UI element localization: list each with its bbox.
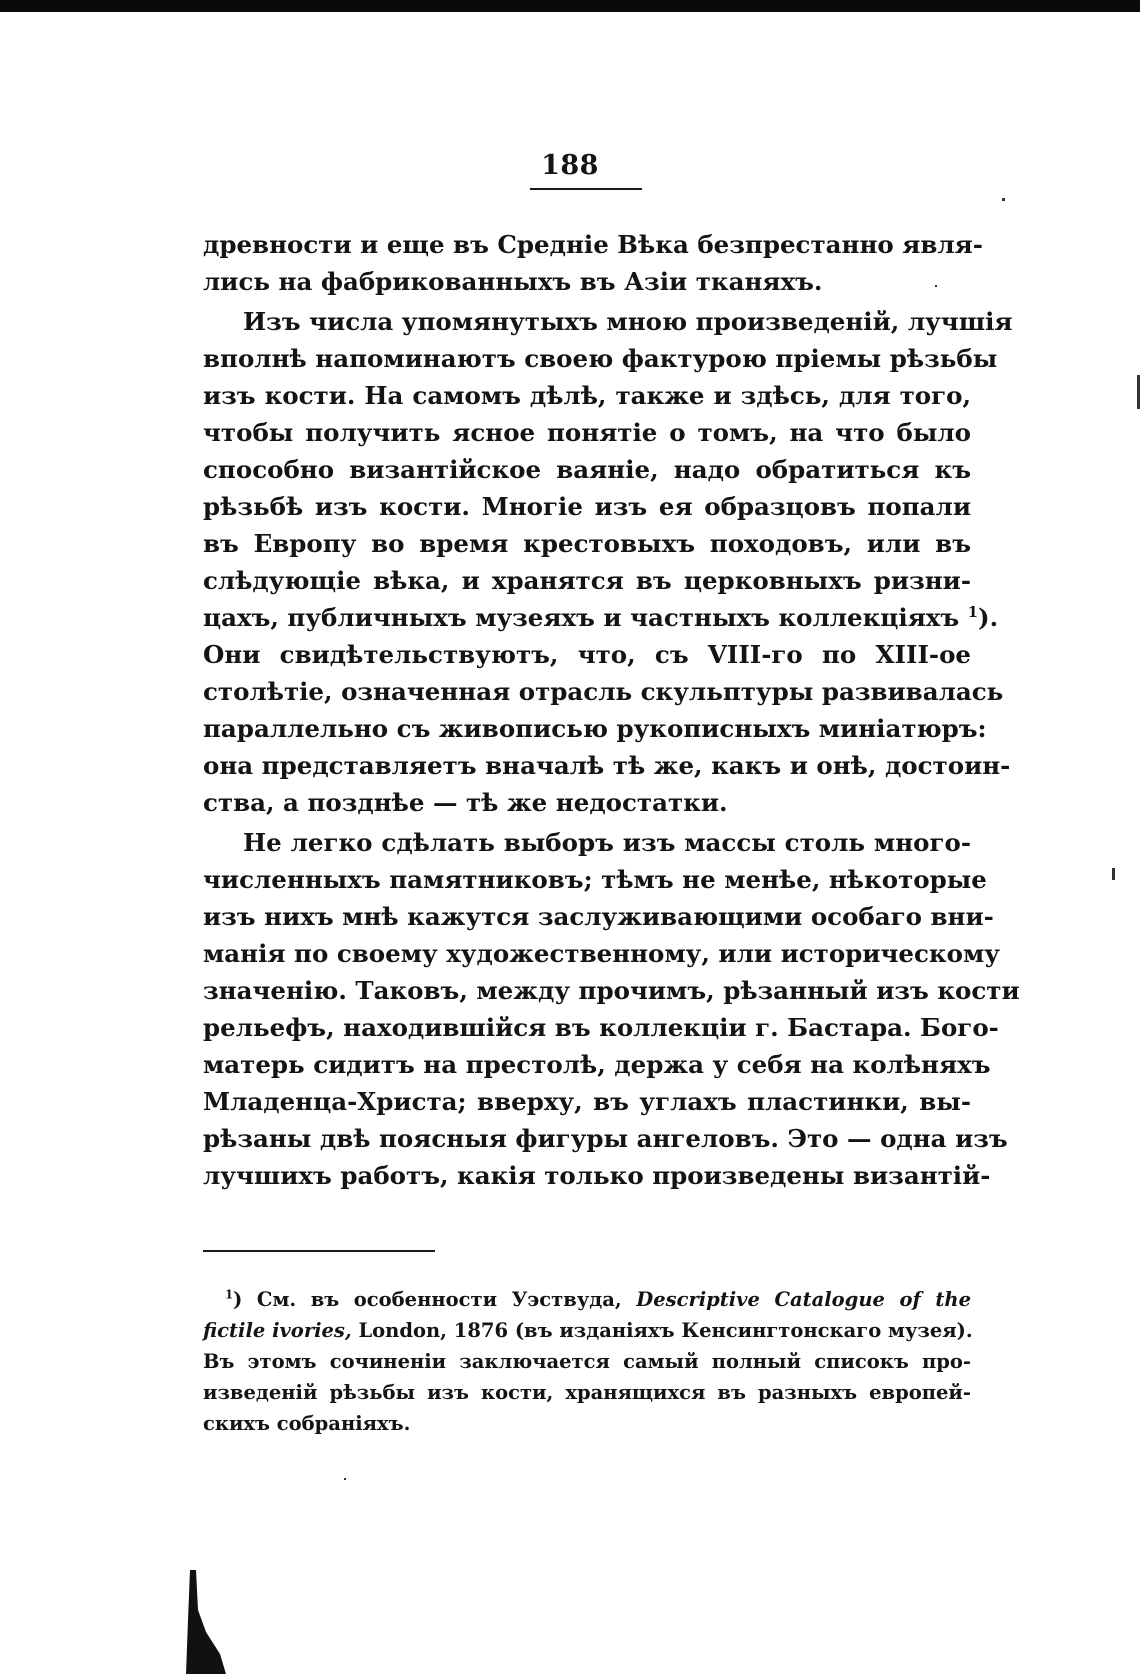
scan-speck bbox=[1002, 198, 1005, 201]
text-line: манія по своему художественному, или историческому bbox=[203, 939, 1000, 968]
footnote-line bbox=[203, 1284, 971, 1315]
text-line: древности и еще въ Средніе Вѣка безпрестанно явля- bbox=[203, 230, 983, 259]
text-line: вполнѣ напоминаютъ своею фактурою пріемы рѣзьбы bbox=[203, 344, 998, 373]
body-text bbox=[203, 226, 1020, 1194]
page-number: 188 bbox=[541, 150, 599, 181]
text-line: способно византійское ваяніе, надо обратиться къ bbox=[203, 455, 971, 484]
scan-binding-edge bbox=[186, 1570, 226, 1674]
footnote-line: скихъ собраніяхъ. bbox=[203, 1412, 411, 1435]
text-line: параллельно съ живописью рукописныхъ миніатюръ: bbox=[203, 714, 987, 743]
scan-speck bbox=[935, 285, 937, 287]
scan-speck bbox=[344, 1478, 346, 1480]
footnote-line: Въ этомъ сочиненіи заключается самый полный списокъ про- bbox=[203, 1350, 971, 1373]
footnote-line: изведеній рѣзьбы изъ кости, хранящихся въ разныхъ европей- bbox=[203, 1381, 971, 1404]
text-line-content: цахъ, публичныхъ музеяхъ и частныхъ коллекціяхъ bbox=[203, 603, 960, 632]
text-line: лись на фабрикованныхъ въ Азіи тканяхъ. bbox=[203, 267, 823, 296]
text-line: въ Европу во время крестовыхъ походовъ, или въ bbox=[203, 529, 971, 558]
text-line: она представляетъ вначалѣ тѣ же, какъ и онѣ, достоин- bbox=[203, 751, 1011, 780]
text-line: изъ нихъ мнѣ кажутся заслуживающими особаго вни- bbox=[203, 902, 994, 931]
text-line: рѣзьбѣ изъ кости. Многіе изъ ея образцовъ попали bbox=[203, 492, 971, 521]
footnote-reference-tail: ) bbox=[977, 603, 990, 632]
text-line: лучшихъ работъ, какія только произведены византій- bbox=[203, 1161, 991, 1190]
footnote-italic-title: fictile ivories, bbox=[203, 1319, 352, 1342]
text-line: Они свидѣтельствуютъ, что, съ VIII-го по XIII-ое bbox=[203, 640, 971, 669]
text-line: рельефъ, находившійся въ коллекціи г. Бастара. Бого- bbox=[203, 1013, 999, 1042]
text-line: слѣдующіе вѣка, и хранятся въ церковныхъ ризни- bbox=[203, 566, 971, 595]
footnote-text: London, 1876 (въ изданіяхъ Кенсингтонскаго музея). bbox=[351, 1319, 973, 1342]
footnote-reference: 1 bbox=[967, 603, 978, 621]
text-line: столѣтіе, означенная отрасль скульптуры развивалась bbox=[203, 677, 1004, 706]
text-line: численныхъ памятниковъ; тѣмъ не менѣе, нѣкоторые bbox=[203, 865, 987, 894]
text-line: значенію. Таковъ, между прочимъ, рѣзанный изъ кости bbox=[203, 976, 1020, 1005]
scan-top-border bbox=[0, 0, 1140, 12]
scan-speck bbox=[1112, 868, 1115, 880]
text-line-with-note bbox=[203, 599, 999, 636]
text-line: Младенца-Христа; вверху, въ углахъ пластинки, вы- bbox=[203, 1087, 971, 1116]
footnote bbox=[203, 1284, 971, 1439]
footnote-marker: 1 bbox=[225, 1287, 234, 1302]
footnote-text: ) См. въ особенности Уэствуда, bbox=[233, 1288, 637, 1311]
footnote-rule bbox=[203, 1250, 435, 1252]
text-line: чтобы получить ясное понятіе о томъ, на что было bbox=[203, 418, 971, 447]
text-line: Не легко сдѣлать выборъ изъ массы столь много- bbox=[243, 828, 971, 857]
text-line: рѣзаны двѣ поясныя фигуры ангеловъ. Это — одна изъ bbox=[203, 1124, 1008, 1153]
footnote-italic-title: Descriptive Catalogue of the bbox=[636, 1288, 971, 1311]
text-line: Изъ числа упомянутыхъ мною произведеній, лучшія bbox=[243, 307, 1013, 336]
footnote-line bbox=[203, 1315, 971, 1346]
page-number-rule bbox=[530, 188, 642, 190]
text-line: изъ кости. На самомъ дѣлѣ, также и здѣсь, для того, bbox=[203, 381, 971, 410]
text-line: ства, а позднѣе — тѣ же недостатки. bbox=[203, 788, 728, 817]
text-line: матерь сидитъ на престолѣ, держа у себя на колѣняхъ bbox=[203, 1050, 991, 1079]
text-line-tail: . bbox=[989, 603, 999, 632]
